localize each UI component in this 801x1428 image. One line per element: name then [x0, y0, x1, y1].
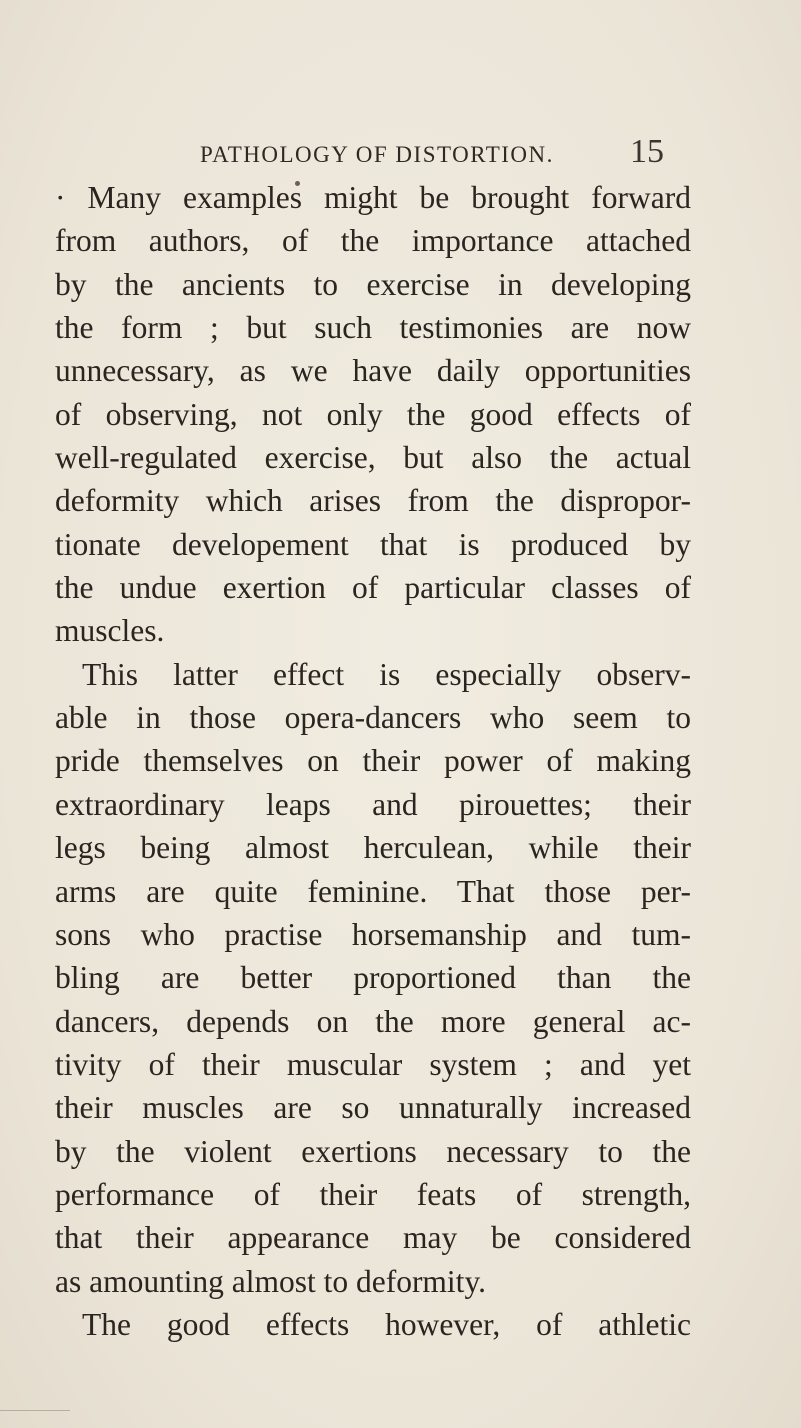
text-line: well-regulated exercise, but also the actual	[55, 440, 691, 476]
text-line: The good effects however, of athletic	[82, 1306, 691, 1342]
text-line: This latter effect is especially observ-	[82, 656, 691, 692]
text-line: pride themselves on their power of making	[55, 743, 691, 779]
text-line: bling are better proportioned than the	[55, 960, 691, 996]
text-line: arms are quite feminine. That those per-	[55, 873, 691, 909]
text-line: extraordinary leaps and pirouettes; their	[55, 786, 691, 822]
text-line: unnecessary, as we have daily opportunities	[55, 353, 691, 389]
text-line: tivity of their muscular system ; and yet	[55, 1046, 691, 1082]
text-line: of observing, not only the good effects of	[55, 396, 691, 432]
text-line: that their appearance may be considered	[55, 1220, 691, 1256]
text-line: performance of their feats of strength,	[55, 1176, 691, 1212]
text-line: tionate developement that is produced by	[55, 526, 691, 562]
text-line: from authors, of the importance attached	[55, 223, 691, 259]
text-line: sons who practise horsemanship and tum-	[55, 916, 691, 952]
text-line: by the ancients to exercise in developing	[55, 266, 691, 302]
text-line: their muscles are so unnaturally increased	[55, 1090, 691, 1126]
page-number: 15	[630, 133, 664, 170]
text-line: deformity which arises from the dispropor-	[55, 483, 691, 519]
body-text	[55, 176, 691, 1346]
text-line: legs being almost herculean, while their	[55, 830, 691, 866]
text-line: able in those opera-dancers who seem to	[55, 700, 691, 736]
running-head: PATHOLOGY OF DISTORTION.	[200, 142, 554, 167]
text-line: by the violent exertions necessary to the	[55, 1133, 691, 1169]
text-line: as amounting almost to deformity.	[55, 1263, 487, 1299]
text-line: the undue exertion of particular classes of	[55, 570, 691, 606]
page-edge-mark	[0, 1410, 70, 1411]
text-line: · Many examples might be brought forward	[55, 180, 691, 215]
text-line: the form ; but such testimonies are now	[55, 310, 691, 346]
text-line: muscles.	[55, 613, 165, 649]
text-line: dancers, depends on the more general ac-	[55, 1003, 691, 1039]
